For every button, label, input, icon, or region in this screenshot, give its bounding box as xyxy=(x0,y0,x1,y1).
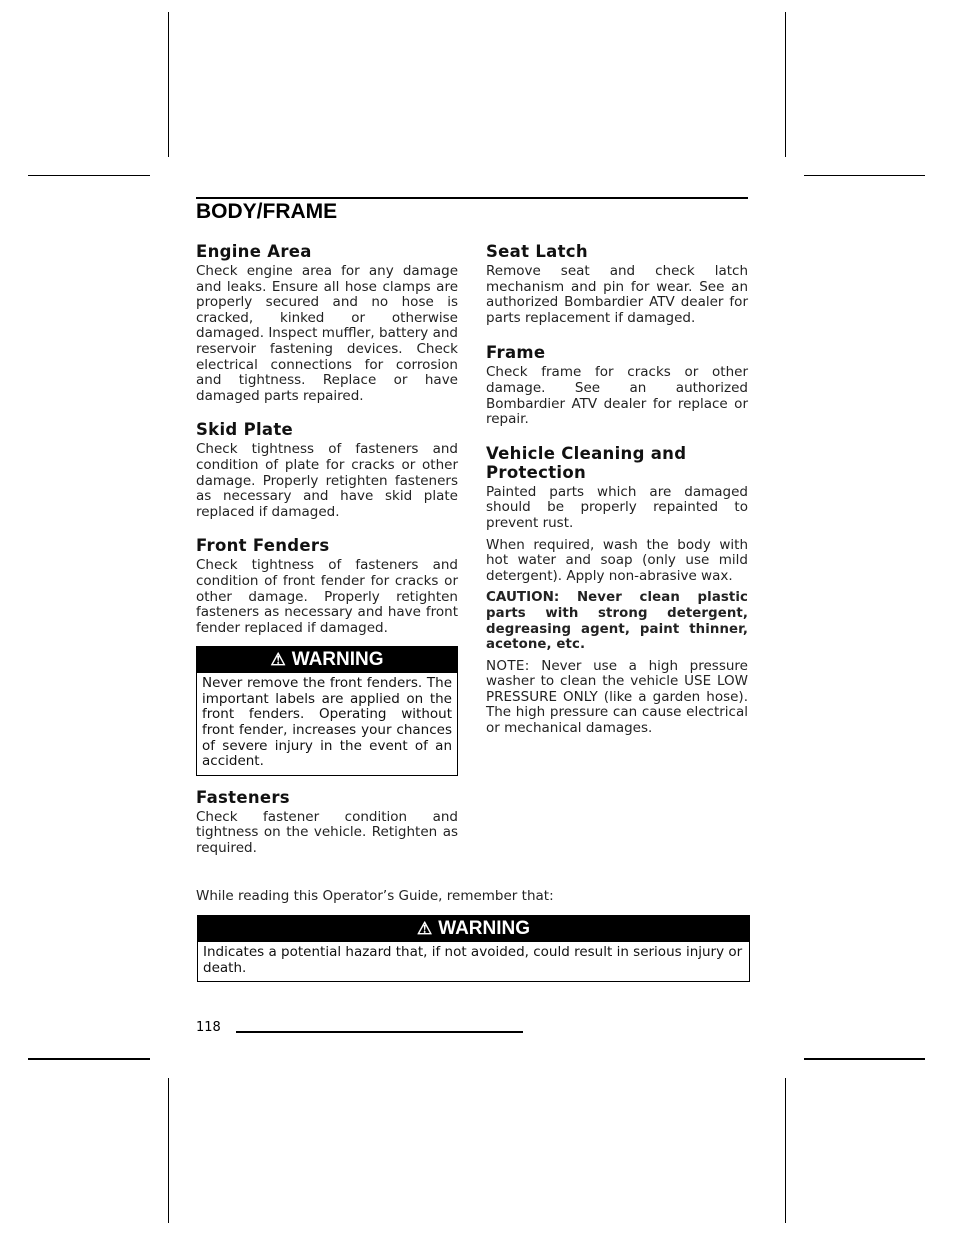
warning-box-fenders xyxy=(196,646,458,776)
section-skid-plate xyxy=(196,420,458,520)
section-front-fenders xyxy=(196,536,458,636)
caution-text: Never clean plastic parts with strong detergent, degreasing agent, paint thinner, acetone, etc. xyxy=(486,590,748,653)
warning-header xyxy=(198,916,749,942)
section-text: Check fastener condition and tightness on the vehicle. Retighten as required. xyxy=(196,808,458,857)
crop-mark-top-right-horizontal xyxy=(804,175,925,176)
warning-triangle-icon: ⚠ xyxy=(270,650,286,670)
crop-mark-bottom-left-vertical xyxy=(168,1078,169,1223)
crop-mark-top-right-vertical xyxy=(785,12,786,157)
section-heading: Skid Plate xyxy=(196,420,294,440)
section-engine-area xyxy=(196,242,458,404)
section-heading: Fasteners xyxy=(196,787,290,807)
section-text: Check engine area for any damage and leaks. Ensure all hose clamps are properly secured and no hose is cracked, kinked or otherwise damaged. Inspect muffler, battery and reservoir fastening devices. Check electrical connections for corrosion and tightness. Replace or have damaged parts repaired. xyxy=(196,263,458,404)
section-frame xyxy=(486,343,748,427)
section-heading: Seat Latch xyxy=(486,242,588,261)
note-text: Never use a high pressure washer to clean the vehicle USE LOW PRESSURE ONLY (like a garden hose). The high pressure can cause electrical or mechanical damages. xyxy=(486,657,748,737)
section-text: Painted parts which are damaged should be properly repainted to prevent rust. xyxy=(486,483,748,531)
caution-label: CAUTION: xyxy=(486,589,560,606)
warning-header xyxy=(197,647,457,673)
warning-text: Indicates a potential hazard that, if not avoided, could result in serious injury or death. xyxy=(203,944,743,976)
warning-text: Never remove the front fenders. The important labels are applied on the front fenders. Operating without front fender, increases your chances of severe injury in the event of an accident. xyxy=(202,675,452,770)
section-text: Check tightness of fasteners and condition of plate for cracks or other damage. Properly retighten fasteners as necessary and have skid plate replaced if damaged. xyxy=(196,441,458,520)
warning-box-definition xyxy=(197,915,750,982)
page-number: 118 xyxy=(196,1020,221,1035)
page-title: BODY/FRAME xyxy=(196,200,338,223)
warning-title: WARNING xyxy=(438,918,531,939)
caution-paragraph xyxy=(486,590,748,652)
section-text: Check tightness of fasteners and condition of front fender for cracks or other damage. Properly retighten fasteners as necessary and have front fender replaced if damaged. xyxy=(196,557,458,636)
section-fasteners xyxy=(196,788,458,857)
section-vehicle-cleaning xyxy=(486,444,748,737)
crop-mark-top-left-vertical xyxy=(168,12,169,157)
section-heading: Frame xyxy=(486,343,546,363)
warning-triangle-icon: ⚠ xyxy=(416,919,433,938)
warning-title: WARNING xyxy=(291,649,384,671)
section-heading: Front Fenders xyxy=(196,536,330,556)
crop-mark-top-left-horizontal xyxy=(28,175,150,176)
section-text: Remove seat and check latch mechanism and pin for wear. See an authorized Bombardier ATV dealer for parts replacement if damaged. xyxy=(486,263,748,326)
crop-mark-bottom-right-vertical xyxy=(785,1078,786,1223)
left-column xyxy=(196,242,458,873)
right-column xyxy=(486,242,748,753)
warning-intro-text: While reading this Operator’s Guide, remember that: xyxy=(196,888,554,904)
section-heading: Engine Area xyxy=(196,242,312,261)
crop-mark-bottom-right-horizontal xyxy=(804,1058,925,1060)
crop-mark-bottom-left-horizontal xyxy=(28,1058,150,1060)
section-text: When required, wash the body with hot water and soap (only use mild detergent). Apply non-abrasive wax. xyxy=(486,536,748,584)
section-seat-latch xyxy=(486,242,748,326)
section-text: Check frame for cracks or other damage. See an authorized Bombardier ATV dealer for replace or repair. xyxy=(486,364,748,428)
footer-rule xyxy=(236,1031,523,1033)
note-paragraph xyxy=(486,659,748,737)
section-heading: Vehicle Cleaning and Protection xyxy=(486,443,687,482)
note-label: NOTE: xyxy=(486,657,530,674)
